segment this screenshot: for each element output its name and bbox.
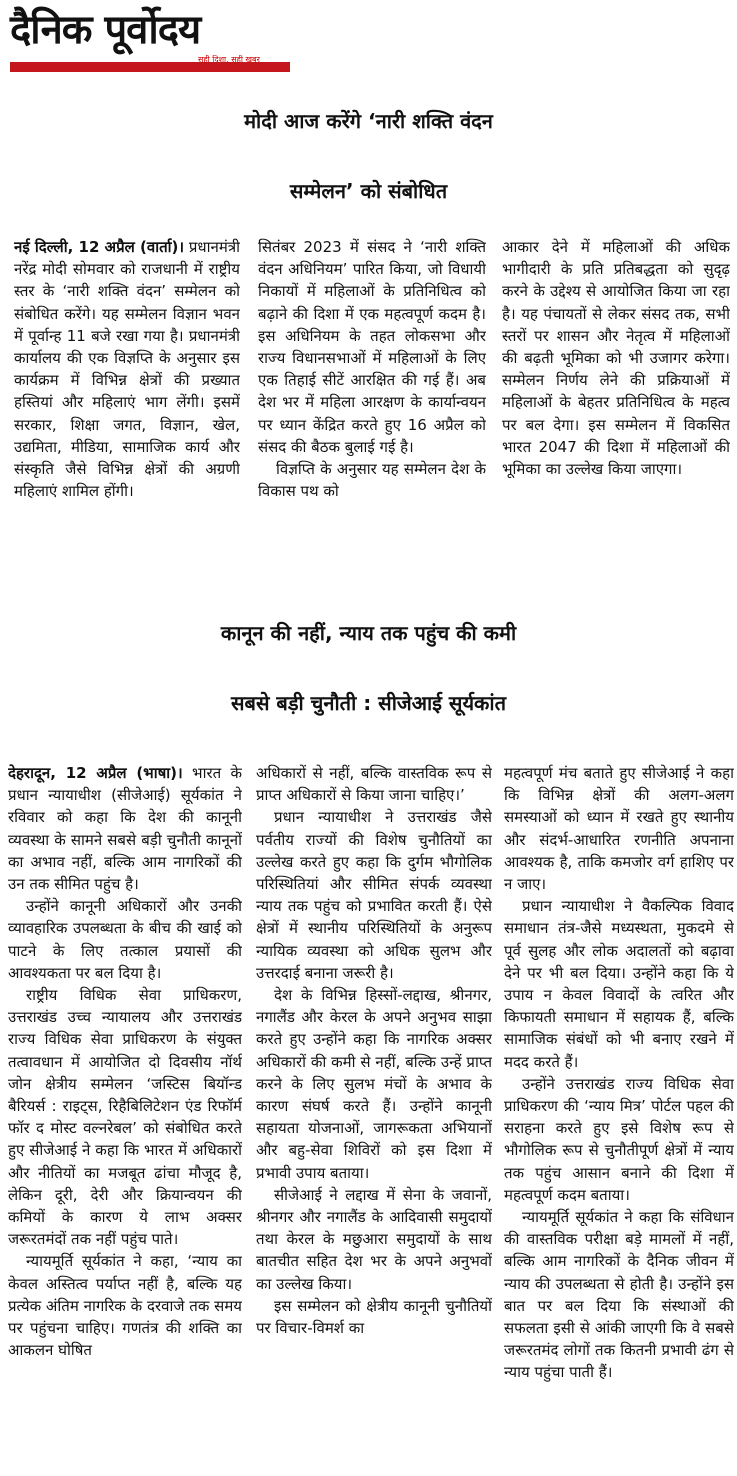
article2-paragraph: राष्ट्रीय विधिक सेवा प्राधिकरण, उत्तराखंड उच्च न्यायालय और उत्तराखंड राज्य विधिक सेवा प्राधिकरण के संयुक्त तत्वावधान में आयोजित दो दिवसीय नॉर्थ जोन क्षेत्रीय सम्मेलन ‘जस्टिस बियॉन्ड बैरियर्स : राइट्स, रिहैबिलिटेशन एंड रिफॉर्म फॉर द मोस्ट वल्नरेबल’ को संबोधित करते हुए सीजेआई ने कहा कि भारत में अधिकारों और नीतियों का मजबूत ढांचा मौजूद है, लेकिन दूरी, देरी और क्रियान्वयन की कमियों के कारण ये लाभ अक्सर जरूरतमंदों तक नहीं पहुंच पाते। bbox=[8, 986, 242, 1249]
article2-paragraph: अधिकारों से नहीं, बल्कि वास्तविक रूप से प्राप्त अधिकारों से किया जाना चाहिए।’ bbox=[256, 764, 492, 805]
article2-paragraph: न्यायमूर्ति सूर्यकांत ने कहा, ‘न्याय का केवल अस्तित्व पर्याप्त नहीं है, बल्कि यह प्रत्येक अंतिम नागरिक के दरवाजे तक समय पर पहुंचना चाहिए। गणतंत्र की शक्ति का आकलन घोषित bbox=[8, 1252, 242, 1360]
article2-paragraph: इस सम्मेलन को क्षेत्रीय कानूनी चुनौतियों पर विचार-विमर्श का bbox=[256, 1296, 492, 1338]
masthead-tagline: सही दिशा, सही खबर bbox=[198, 55, 260, 64]
article2-paragraph: उन्होंने उत्तराखंड राज्य विधिक सेवा प्राधिकरण की ‘न्याय मित्र’ पोर्टल पहल की सराहना करते हुए इसे विशेष रूप से भौगोलिक रूप से चुनौतीपूर्ण क्षेत्रों में न्याय तक पहुंच आसान बनाने की दिशा में महत्वपूर्ण कदम बताया। bbox=[504, 1074, 734, 1204]
article1-dateline: नई दिल्ली, 12 अप्रैल (वार्ता)। bbox=[14, 238, 185, 256]
article2-column-3 bbox=[504, 762, 734, 1476]
article1-headline-line1: मोदी आज करेंगे ‘नारी शक्ति वंदन bbox=[244, 109, 493, 133]
article2-paragraph: न्यायमूर्ति सूर्यकांत ने कहा कि संविधान की वास्तविक परीक्षा बड़े मामलों में नहीं, बल्कि आम नागरिकों के दैनिक जीवन में न्याय की उपलब्धता से होती है। उन्होंने इस बात पर बल दिया कि संस्थाओं की सफलता इसी से आंकी जाएगी कि वे सबसे जरूरतमंद लोगों तक कितनी प्रभावी ढंग से न्याय पहुंचा पाती हैं। bbox=[504, 1208, 734, 1382]
article1-column-2 bbox=[258, 236, 486, 586]
article1-paragraph: विज्ञप्ति के अनुसार यह सम्मेलन देश के विकास पथ को bbox=[258, 460, 486, 501]
article2-paragraph: उन्होंने कानूनी अधिकारों और उनकी व्यावहारिक उपलब्धता के बीच की खाई को पाटने के लिए तत्काल प्रयासों की आवश्यकता पर बल दिया है। bbox=[8, 897, 242, 982]
masthead-title: दैनिक पूर्वोदय bbox=[10, 6, 201, 53]
article1-column-1 bbox=[14, 236, 240, 586]
article1-paragraph: आकार देने में महिलाओं की अधिक भागीदारी के प्रति प्रतिबद्धता को सुदृढ़ करने के उद्देश्य से आयोजित किया जा रहा है। यह पंचायतों से लेकर संसद तक, सभी स्तरों पर शासन और नेतृत्व में महिलाओं की बढ़ती भूमिका को भी उजागर करेगा। सम्मेलन निर्णय लेने की प्रक्रियाओं में महिलाओं के बेहतर प्रतिनिधित्व के महत्व पर बल देगा। इस सम्मेलन में विकसित भारत 2047 की दिशा में महिलाओं की भूमिका का उल्लेख किया जाएगा। bbox=[502, 238, 730, 479]
article2-column-2 bbox=[256, 762, 492, 1476]
article1-column-3 bbox=[502, 236, 730, 586]
article2-paragraph: सीजेआई ने लद्दाख में सेना के जवानों, श्रीनगर और नगालैंड के आदिवासी समुदायों तथा केरल के मछुआरा समुदायों के साथ बातचीत सहित देश भर के अपने अनुभवों का उल्लेख किया। bbox=[256, 1185, 492, 1293]
article2-column-1 bbox=[8, 762, 242, 1476]
article2-headline-line1: कानून की नहीं, न्याय तक पहुंच की कमी bbox=[220, 621, 517, 645]
article2-paragraph: भारत के प्रधान न्यायाधीश (सीजेआई) सूर्यकांत ने रविवार को कहा कि देश की कानूनी व्यवस्था के सामने सबसे बड़ी चुनौती कानूनों का अभाव नहीं, बल्कि आम नागरिकों की उन तक सीमित पहुंच है। bbox=[8, 764, 242, 894]
article1-paragraph: सितंबर 2023 में संसद ने ‘नारी शक्ति वंदन अधिनियम’ पारित किया, जो विधायी निकायों में महिलाओं के प्रतिनिधित्व को बढ़ाने की दिशा में एक महत्वपूर्ण कदम है। इस अधिनियम के तहत लोकसभा और राज्य विधानसभाओं में महिलाओं के लिए एक तिहाई सीटें आरक्षित की गई हैं। अब देश भर में महिला आरक्षण के कार्यान्वयन पर ध्यान केंद्रित करते हुए 16 अप्रैल को संसद की बैठक बुलाई गई है। bbox=[258, 238, 486, 456]
article2-paragraph: देश के विभिन्न हिस्सों-लद्दाख, श्रीनगर, नगालैंड और केरल के अपने अनुभव साझा करते हुए उन्होंने कहा कि नागरिक अक्सर अधिकारों की कमी से नहीं, बल्कि उन्हें प्राप्त करने के लिए सुलभ मंचों के अभाव के कारण संघर्ष करते हैं। उन्होंने कानूनी सहायता योजनाओं, जागरूकता अभियानों और बहु-सेवा शिविरों को इस दिशा में प्रभावी उपाय बताया। bbox=[256, 986, 492, 1182]
article2-dateline: देहरादून, 12 अप्रैल (भाषा)। bbox=[8, 764, 183, 782]
article1-headline-line2: सम्मेलन’ को संबोधित bbox=[289, 179, 448, 203]
article2-paragraph: महत्वपूर्ण मंच बताते हुए सीजेआई ने कहा कि विभिन्न क्षेत्रों की अलग-अलग समस्याओं को ध्यान में रखते हुए स्थानीय और संदर्भ-आधारित रणनीति अपनाना आवश्यक है, ताकि कमजोर वर्ग हाशिए पर न जाए। bbox=[504, 764, 734, 894]
masthead bbox=[10, 4, 290, 70]
article2-paragraph: प्रधान न्यायाधीश ने वैकल्पिक विवाद समाधान तंत्र-जैसे मध्यस्थता, मुकदमे से पूर्व सुलह और लोक अदालतों को बढ़ावा देने पर भी बल दिया। उन्होंने कहा कि ये उपाय न केवल विवादों के त्वरित और किफायती समाधान में सहायक हैं, बल्कि सामाजिक संबंधों को भी बनाए रखने में मदद करते हैं। bbox=[504, 897, 734, 1071]
article2-headline-line2: सबसे बड़ी चुनौती : सीजेआई सूर्यकांत bbox=[231, 691, 506, 715]
article2-paragraph: प्रधान न्यायाधीश ने उत्तराखंड जैसे पर्वतीय राज्यों की विशेष चुनौतियों का उल्लेख करते हुए कहा कि दुर्गम भौगोलिक परिस्थितियां और सीमित संपर्क व्यवस्था न्याय तक पहुंच को प्रभावित करती हैं। ऐसे क्षेत्रों में स्थानीय परिस्थितियों के अनुरूप न्यायिक व्यवस्था को अधिक सुलभ और उत्तरदाई बनाना जरूरी है। bbox=[256, 808, 492, 982]
article1-paragraph: प्रधानमंत्री नरेंद्र मोदी सोमवार को राजधानी में राष्ट्रीय स्तर के ‘नारी शक्ति वंदन’ सम्मेलन को संबोधित करेंगे। यह सम्मेलन विज्ञान भवन में पूर्वान्ह 11 बजे रखा गया है। प्रधानमंत्री कार्यालय की एक विज्ञप्ति के अनुसार इस कार्यक्रम में विभिन्न क्षेत्रों की प्रख्यात हस्तियां और महिलाएं भाग लेंगी। इसमें सरकार, शिक्षा जगत, विज्ञान, खेल, उद्यमिता, मीडिया, सामाजिक कार्य और संस्कृति जैसे विभिन्न क्षेत्रों की अग्रणी महिलाएं शामिल होंगी। bbox=[14, 238, 240, 501]
